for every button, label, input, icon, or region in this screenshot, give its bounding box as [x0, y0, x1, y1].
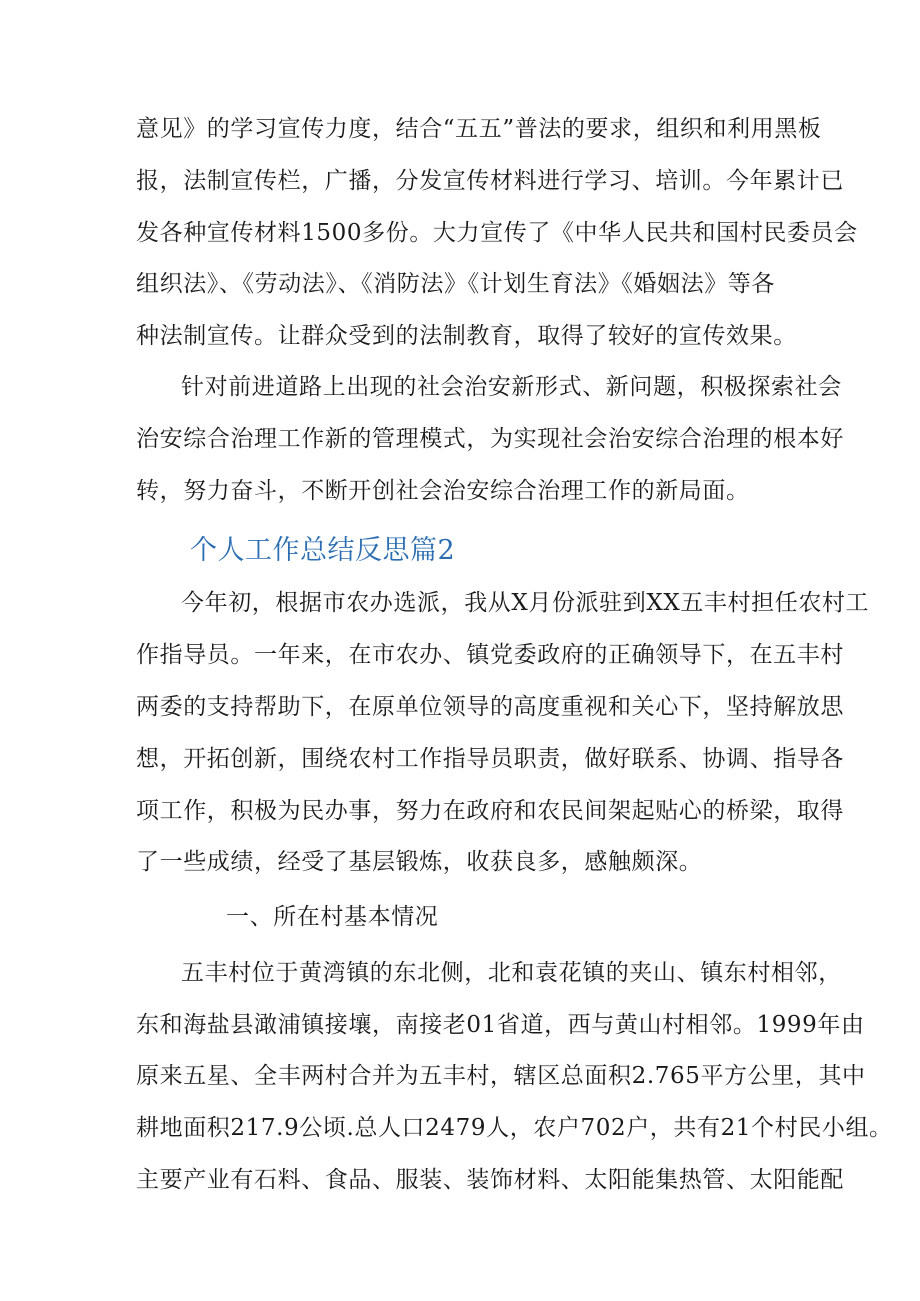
- paragraph-line: 意见》的学习宣传力度，结合“五五”普法的要求，组织和利用黑板: [136, 116, 822, 142]
- paragraph-line: 种法制宣传。让群众受到的法制教育，取得了较好的宣传效果。: [136, 323, 797, 349]
- paragraph-line: 今年初，根据市农办选派，我从X月份派驻到XX五丰村担任农村工: [181, 590, 870, 616]
- paragraph-line: 治安综合治理工作新的管理模式，为实现社会治安综合治理的根本好: [136, 426, 844, 452]
- paragraph-line: 转，努力奋斗，不断开创社会治安综合治理工作的新局面。: [136, 478, 750, 504]
- paragraph-line: 针对前进道路上出现的社会治安新形式、新问题，积极探索社会: [181, 374, 842, 400]
- paragraph-line: 项工作，积极为民办事，努力在政府和农民间架起贴心的桥梁，取得: [136, 798, 844, 824]
- section-title: 个人工作总结反思篇2: [190, 535, 456, 566]
- paragraph-line: 耕地面积217.9公顷.总人口2479人，农户702户，共有21个村民小组。: [136, 1115, 893, 1141]
- paragraph-line: 原来五星、全丰两村合并为五丰村，辖区总面积2.765平方公里，其中: [136, 1063, 866, 1089]
- paragraph-line: 作指导员。一年来，在市农办、镇党委政府的正确领导下，在五丰村: [136, 642, 844, 668]
- paragraph-line: 组织法》、《劳动法》、《消防法》《计划生育法》《婚姻法》等各: [136, 271, 775, 297]
- paragraph-line: 主要产业有石料、食品、服装、装饰材料、太阳能集热管、太阳能配: [136, 1167, 844, 1193]
- paragraph-line: 两委的支持帮助下，在原单位领导的高度重视和关心下，坚持解放思: [136, 694, 844, 720]
- paragraph-line: 报，法制宣传栏，广播，分发宣传材料进行学习、培训。今年累计已: [136, 168, 844, 194]
- paragraph-line: 了一些成绩，经受了基层锻炼，收获良多，感触颇深。: [136, 849, 703, 875]
- paragraph-line: 发各种宣传材料1500多份。大力宣传了《中华人民共和国村民委员会: [136, 220, 858, 246]
- paragraph-line: 五丰村位于黄湾镇的东北侧，北和袁花镇的夹山、镇东村相邻，: [181, 960, 842, 986]
- paragraph-line: 东和海盐县澉浦镇接壤，南接老01省道，西与黄山村相邻。1999年由: [136, 1012, 865, 1038]
- subsection-title: 一、所在村基本情况: [226, 904, 439, 930]
- paragraph-line: 想，开拓创新，围绕农村工作指导员职责，做好联系、协调、指导各: [136, 746, 844, 772]
